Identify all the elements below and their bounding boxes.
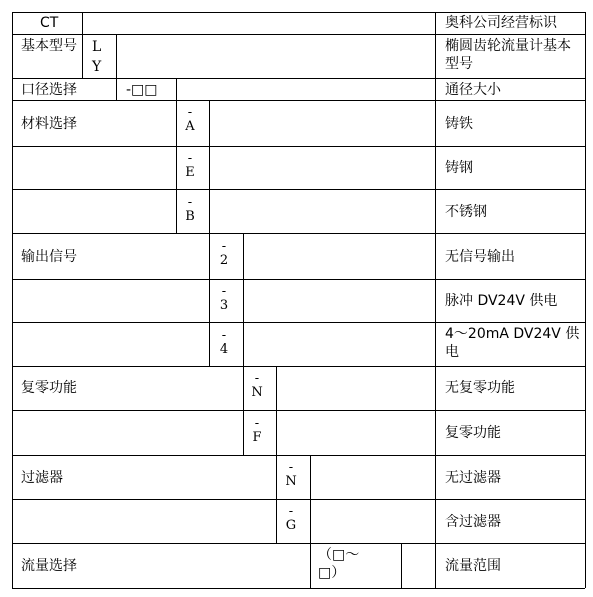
company-mark: 奥科公司经营标识 [445,15,557,31]
rule [82,34,83,78]
material-desc-e: 铸钢 [445,160,473,176]
rule [12,588,585,589]
output-code-3: - 3 [219,284,229,313]
caliber-label: 口径选择 [21,82,77,98]
rule [12,499,585,500]
rule [116,34,117,78]
reset-code-n: - N [251,371,263,400]
series-code: CT [40,15,59,31]
rule [310,455,311,543]
rule [116,78,117,100]
rule [12,322,585,323]
rule [12,12,13,588]
material-desc-a: 铸铁 [445,116,473,132]
output-label: 输出信号 [21,249,77,265]
basic-model-label: 基本型号 [21,38,77,54]
output-code-4: - 4 [219,328,229,357]
rule [12,34,585,35]
filter-label: 过滤器 [21,470,63,486]
filter-code-g: - G [285,504,297,533]
rule [12,78,585,79]
rule [12,366,585,367]
rule [12,189,585,190]
basic-code-l: L [92,39,102,55]
rule [12,410,585,411]
caliber-code: -□□ [126,82,158,98]
rule [209,233,210,366]
output-desc-4: 4～20mA DV24V 供电 [445,326,580,360]
reset-desc-f: 复零功能 [445,425,501,441]
flow-code: （□～□） [318,547,360,581]
rule [12,100,585,101]
rule [12,455,585,456]
filter-desc-n: 无过滤器 [445,470,501,486]
rule [12,279,585,280]
rule [12,146,585,147]
rule [209,100,210,233]
rule [276,366,277,455]
caliber-desc: 通径大小 [445,82,501,98]
rule [176,100,177,233]
rule [585,12,586,588]
material-label: 材料选择 [21,116,77,132]
rule [12,233,585,234]
material-code-e: - E [185,151,195,180]
material-code-a: - A [185,105,195,134]
output-desc-2: 无信号输出 [445,249,515,265]
rule [82,12,83,34]
rule [12,543,585,544]
material-code-b: - B [185,195,195,224]
rule [176,78,177,100]
rule [12,12,585,13]
rule [310,543,311,588]
basic-model-desc: 椭圆齿轮流量计基本型号 [445,38,571,72]
flow-label: 流量选择 [21,558,77,574]
reset-code-f: - F [252,416,262,445]
rule [243,233,244,366]
flow-desc: 流量范围 [445,558,501,574]
basic-code-y: Y [92,59,102,75]
output-desc-3: 脉冲 DV24V 供电 [445,293,558,309]
filter-code-n: - N [285,460,297,489]
filter-desc-g: 含过滤器 [445,514,501,530]
reset-desc-n: 无复零功能 [445,380,515,396]
reset-label: 复零功能 [21,380,77,396]
material-desc-b: 不锈钢 [445,204,487,220]
rule [435,12,436,588]
rule [401,543,402,588]
output-code-2: - 2 [219,239,229,268]
rule [243,366,244,455]
rule [276,455,277,543]
